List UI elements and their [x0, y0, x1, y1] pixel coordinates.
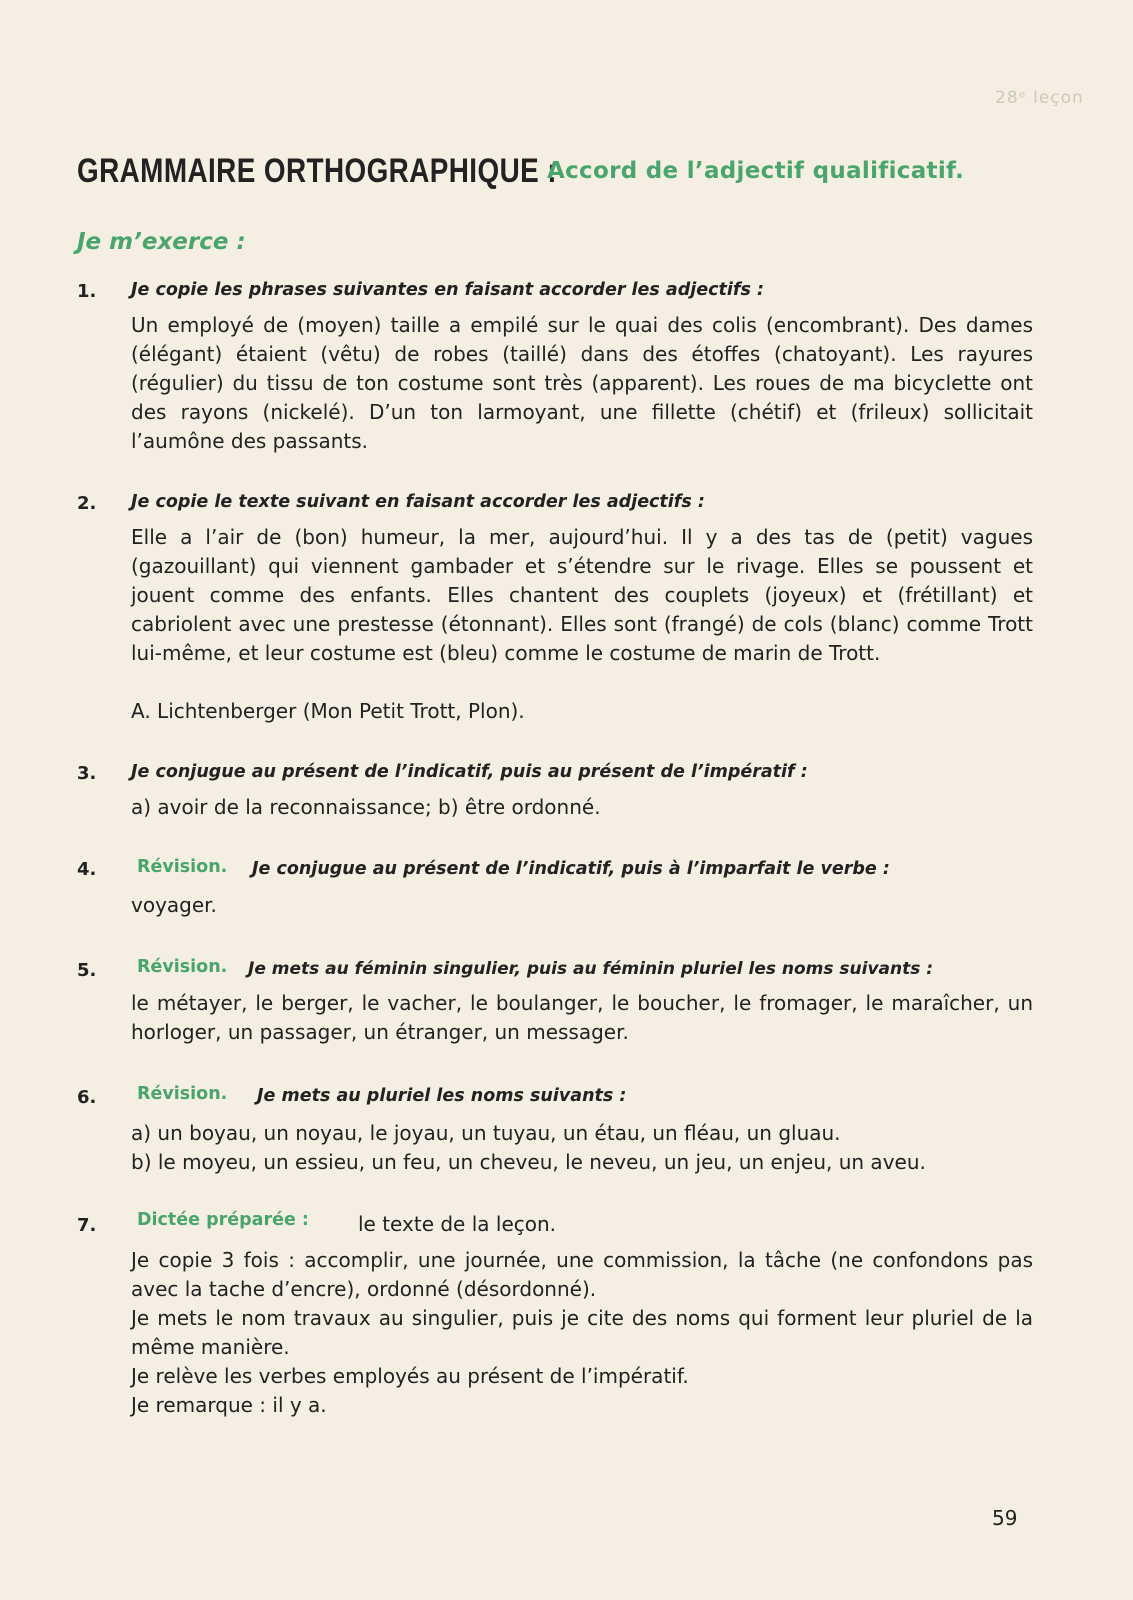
title-main: GRAMMAIRE ORTHOGRAPHIQUE :	[77, 152, 557, 190]
page-number: 59	[992, 1506, 1018, 1530]
exercise-instruction: Je conjugue au présent de l’indicatif, puis au présent de l’impératif :	[131, 762, 808, 782]
exercise-text: voyager.	[131, 893, 217, 917]
exercise-instruction: Je copie les phrases suivantes en faisant accorder les adjectifs :	[131, 280, 764, 300]
section-subheading: Je m’exerce :	[77, 229, 246, 255]
dictation-p2: Je mets le nom travaux au singulier, puis je cite des noms qui forment leur pluriel de la même manière.	[131, 1306, 1033, 1359]
exercise-number: 5.	[77, 960, 97, 981]
exercise-instruction: Je copie le texte suivant en faisant accorder les adjectifs :	[131, 492, 705, 512]
exercise-text: le métayer, le berger, le vacher, le boulanger, le boucher, le fromager, le maraîcher, un horloger, un passager, un étranger, un messager.	[131, 991, 1033, 1044]
exercise-number: 2.	[77, 493, 97, 514]
revision-label: Révision.	[137, 957, 228, 977]
dictation-p1: Je copie 3 fois : accomplir, une journée, une commission, la tâche (ne confondons pas avec la tache d’encre), ordonné (désordonné).	[131, 1248, 1033, 1301]
exercise-text-b: b) le moyeu, un essieu, un feu, un cheveu, le neveu, un jeu, un enjeu, un aveu.	[131, 1150, 926, 1174]
revision-label: Révision.	[137, 1084, 228, 1104]
exercise-instruction: Je conjugue au présent de l’indicatif, puis à l’imparfait le verbe :	[252, 859, 890, 879]
title-sub: Accord de l’adjectif qualificatif.	[547, 158, 965, 184]
exercise-number: 3.	[77, 763, 97, 784]
exercise-instruction: Je mets au féminin singulier, puis au féminin pluriel les noms suivants :	[248, 959, 934, 979]
dictation-p3: Je relève les verbes employés au présent de l’impératif.	[131, 1364, 689, 1388]
exercise-source: A. Lichtenberger (Mon Petit Trott, Plon).	[131, 699, 525, 723]
page-title	[77, 152, 965, 191]
revision-label: Révision.	[137, 857, 228, 877]
exercise-text: Elle a l’air de (bon) humeur, la mer, aujourd’hui. Il y a des tas de (petit) vagues (gazouillant) qui viennent gambader et s’étendre sur le rivage. Elles se poussent et jouent comme des enfants. Elles chantent des couplets (joyeux) et (frétillant) et cabriolent avec une prestesse (étonnant). Elles sont (frangé) de cols (blanc) comme Trott lui-même, et leur costume est (bleu) comme le costume de marin de Trott.	[131, 525, 1033, 665]
exercise-text: a) avoir de la reconnaissance; b) être ordonné.	[131, 795, 601, 819]
exercise-number: 4.	[77, 859, 97, 880]
exercise-number: 7.	[77, 1215, 97, 1236]
dictation-intro: le texte de la leçon.	[358, 1212, 557, 1236]
dictation-label: Dictée préparée :	[137, 1210, 309, 1230]
exercise-number: 1.	[77, 281, 97, 302]
page-header-ghost: 28ᵉ leçon	[995, 88, 1084, 108]
exercise-number: 6.	[77, 1087, 97, 1108]
exercise-instruction: Je mets au pluriel les noms suivants :	[257, 1086, 627, 1106]
exercise-text-a: a) un boyau, un noyau, le joyau, un tuyau, un étau, un fléau, un gluau.	[131, 1121, 841, 1145]
dictation-p4: Je remarque : il y a.	[131, 1393, 327, 1417]
exercise-text: Un employé de (moyen) taille a empilé sur le quai des colis (encombrant). Des dames (élégant) étaient (vêtu) de robes (taillé) dans des étoffes (chatoyant). Les rayures (régulier) du tissu de ton costume sont très (apparent). Les roues de ma bicyclette ont des rayons (nickelé). D’un ton larmoyant, une fillette (chétif) et (frileux) sollicitait l’aumône des passants.	[131, 313, 1033, 453]
